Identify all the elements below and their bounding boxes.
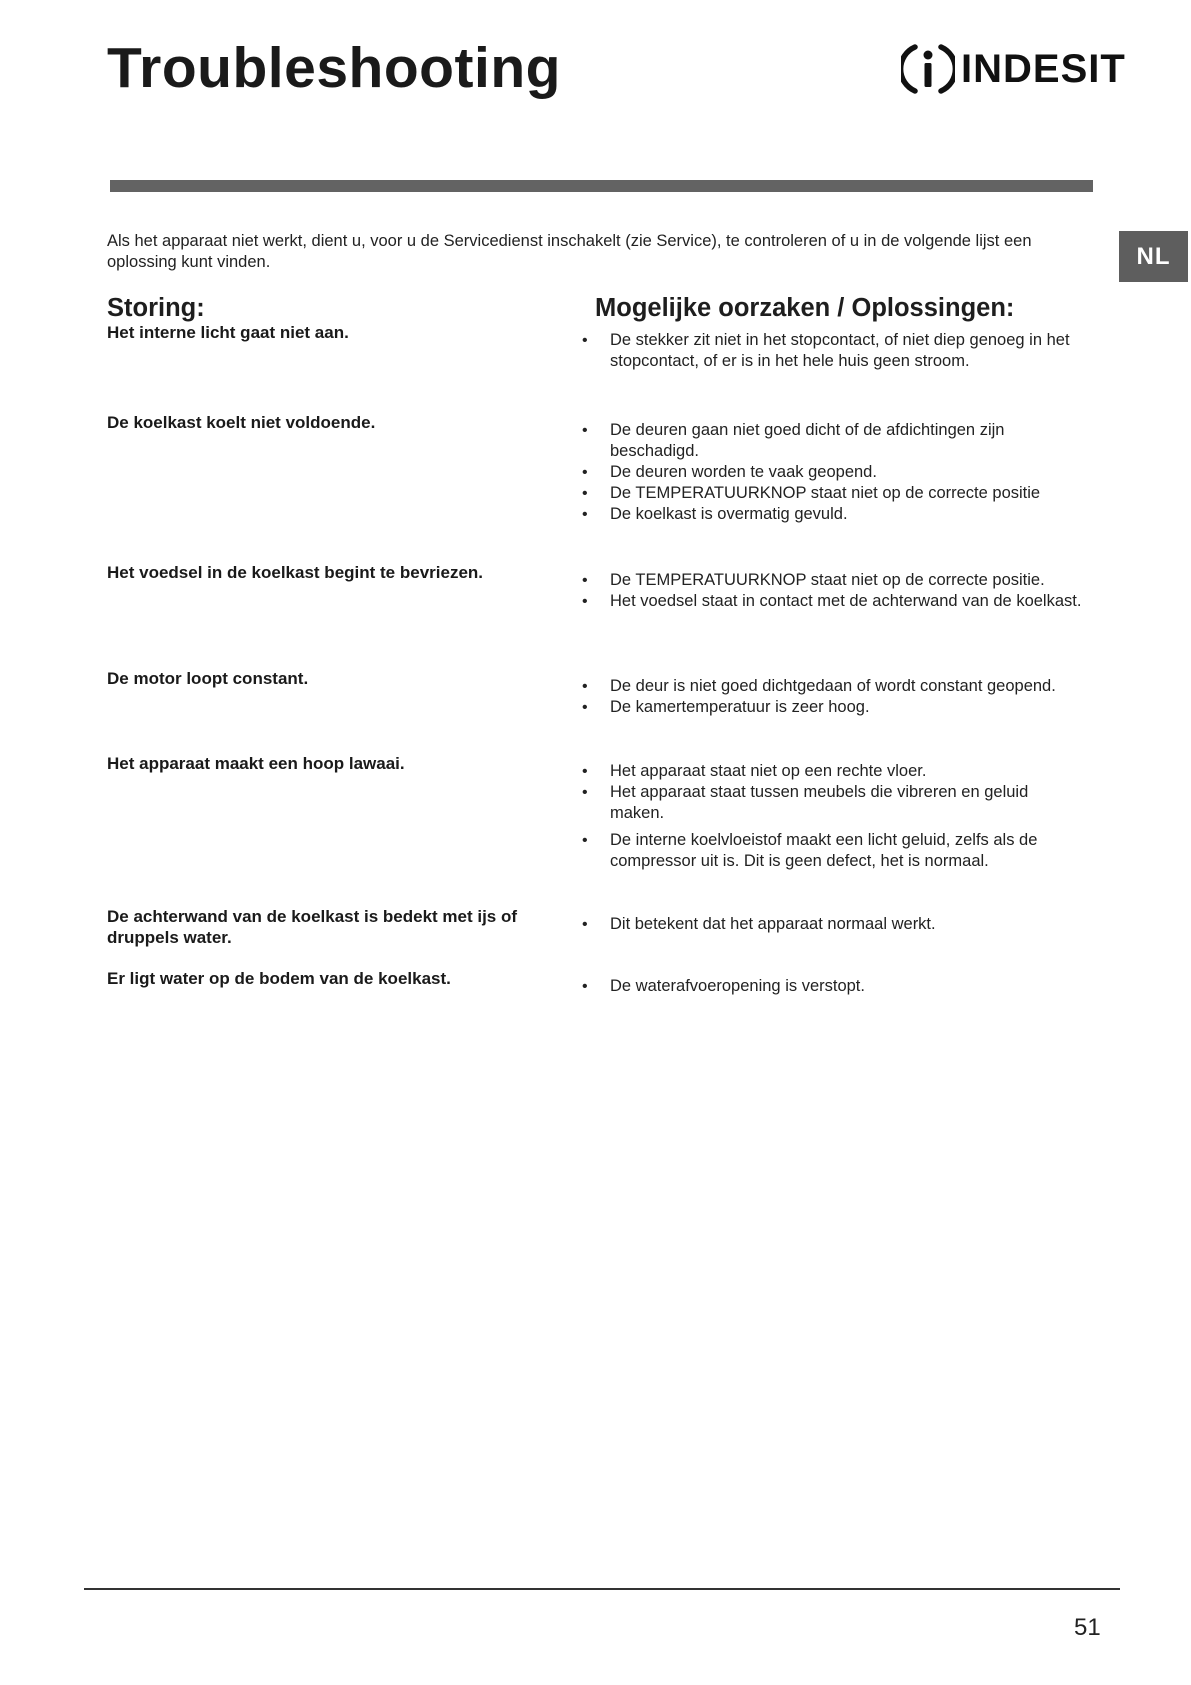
cause-item: • Het apparaat staat tussen meubels die vibreren en geluid maken. (582, 782, 1082, 824)
causes-list (582, 330, 1082, 372)
cause-item: • De deuren gaan niet goed dicht of de afdichtingen zijn beschadigd. (582, 420, 1082, 462)
intro-text: Als het apparaat niet werkt, dient u, voor u de Servicedienst inschakelt (zie Service), te controleren of u in de volgende lijst een oplossing kunt vinden. (107, 232, 1032, 271)
language-tab: NL (1119, 231, 1188, 282)
cause-item: • De deuren worden te vaak geopend. (582, 462, 1082, 483)
causes-list (582, 420, 1082, 525)
cause-item: • De koelkast is overmatig gevuld. (582, 504, 1082, 525)
page-number: 51 (1074, 1614, 1101, 1641)
problem-text: Er ligt water op de bodem van de koelkast. (107, 969, 451, 988)
footer-divider (84, 1588, 1120, 1590)
problem-text: Het apparaat maakt een hoop lawaai. (107, 754, 405, 773)
problem-text: Het interne licht gaat niet aan. (107, 323, 349, 342)
page-title: Troubleshooting (107, 36, 561, 100)
cause-item: • De interne koelvloeistof maakt een licht geluid, zelfs als de compressor uit is. Dit is geen defect, het is normaal. (582, 830, 1082, 872)
problem-text: Het voedsel in de koelkast begint te bevriezen. (107, 563, 484, 582)
problem-text: De achterwand van de koelkast is bedekt met ijs of druppels water. (107, 907, 518, 947)
problem-column-heading: Storing: (107, 294, 205, 322)
troubleshooting-table (107, 0, 1107, 1000)
cause-item: • De stekker zit niet in het stopcontact, of niet diep genoeg in het stopcontact, of er is in het hele huis geen stroom. (582, 330, 1082, 372)
problem-text: De koelkast koelt niet voldoende. (107, 413, 376, 432)
causes-list (582, 914, 1082, 935)
cause-item: • Dit betekent dat het apparaat normaal werkt. (582, 914, 1082, 935)
cause-item: • De deur is niet goed dichtgedaan of wordt constant geopend. (582, 676, 1082, 697)
causes-column-heading: Mogelijke oorzaken / Oplossingen: (595, 294, 1015, 322)
causes-list (582, 570, 1082, 612)
cause-item: • Het voedsel staat in contact met de achterwand van de koelkast. (582, 591, 1082, 612)
causes-list (582, 976, 1082, 997)
cause-item: • De waterafvoeropening is verstopt. (582, 976, 1082, 997)
cause-item: • De TEMPERATUURKNOP staat niet op de correcte positie (582, 483, 1082, 504)
cause-item: • De kamertemperatuur is zeer hoog. (582, 697, 1082, 718)
brand-name: INDESIT (961, 47, 1126, 91)
causes-list (582, 676, 1082, 718)
causes-list (582, 761, 1082, 872)
problem-text: De motor loopt constant. (107, 669, 309, 688)
cause-item: • Het apparaat staat niet op een rechte vloer. (582, 761, 1082, 782)
cause-item: • De TEMPERATUURKNOP staat niet op de correcte positie. (582, 570, 1082, 591)
